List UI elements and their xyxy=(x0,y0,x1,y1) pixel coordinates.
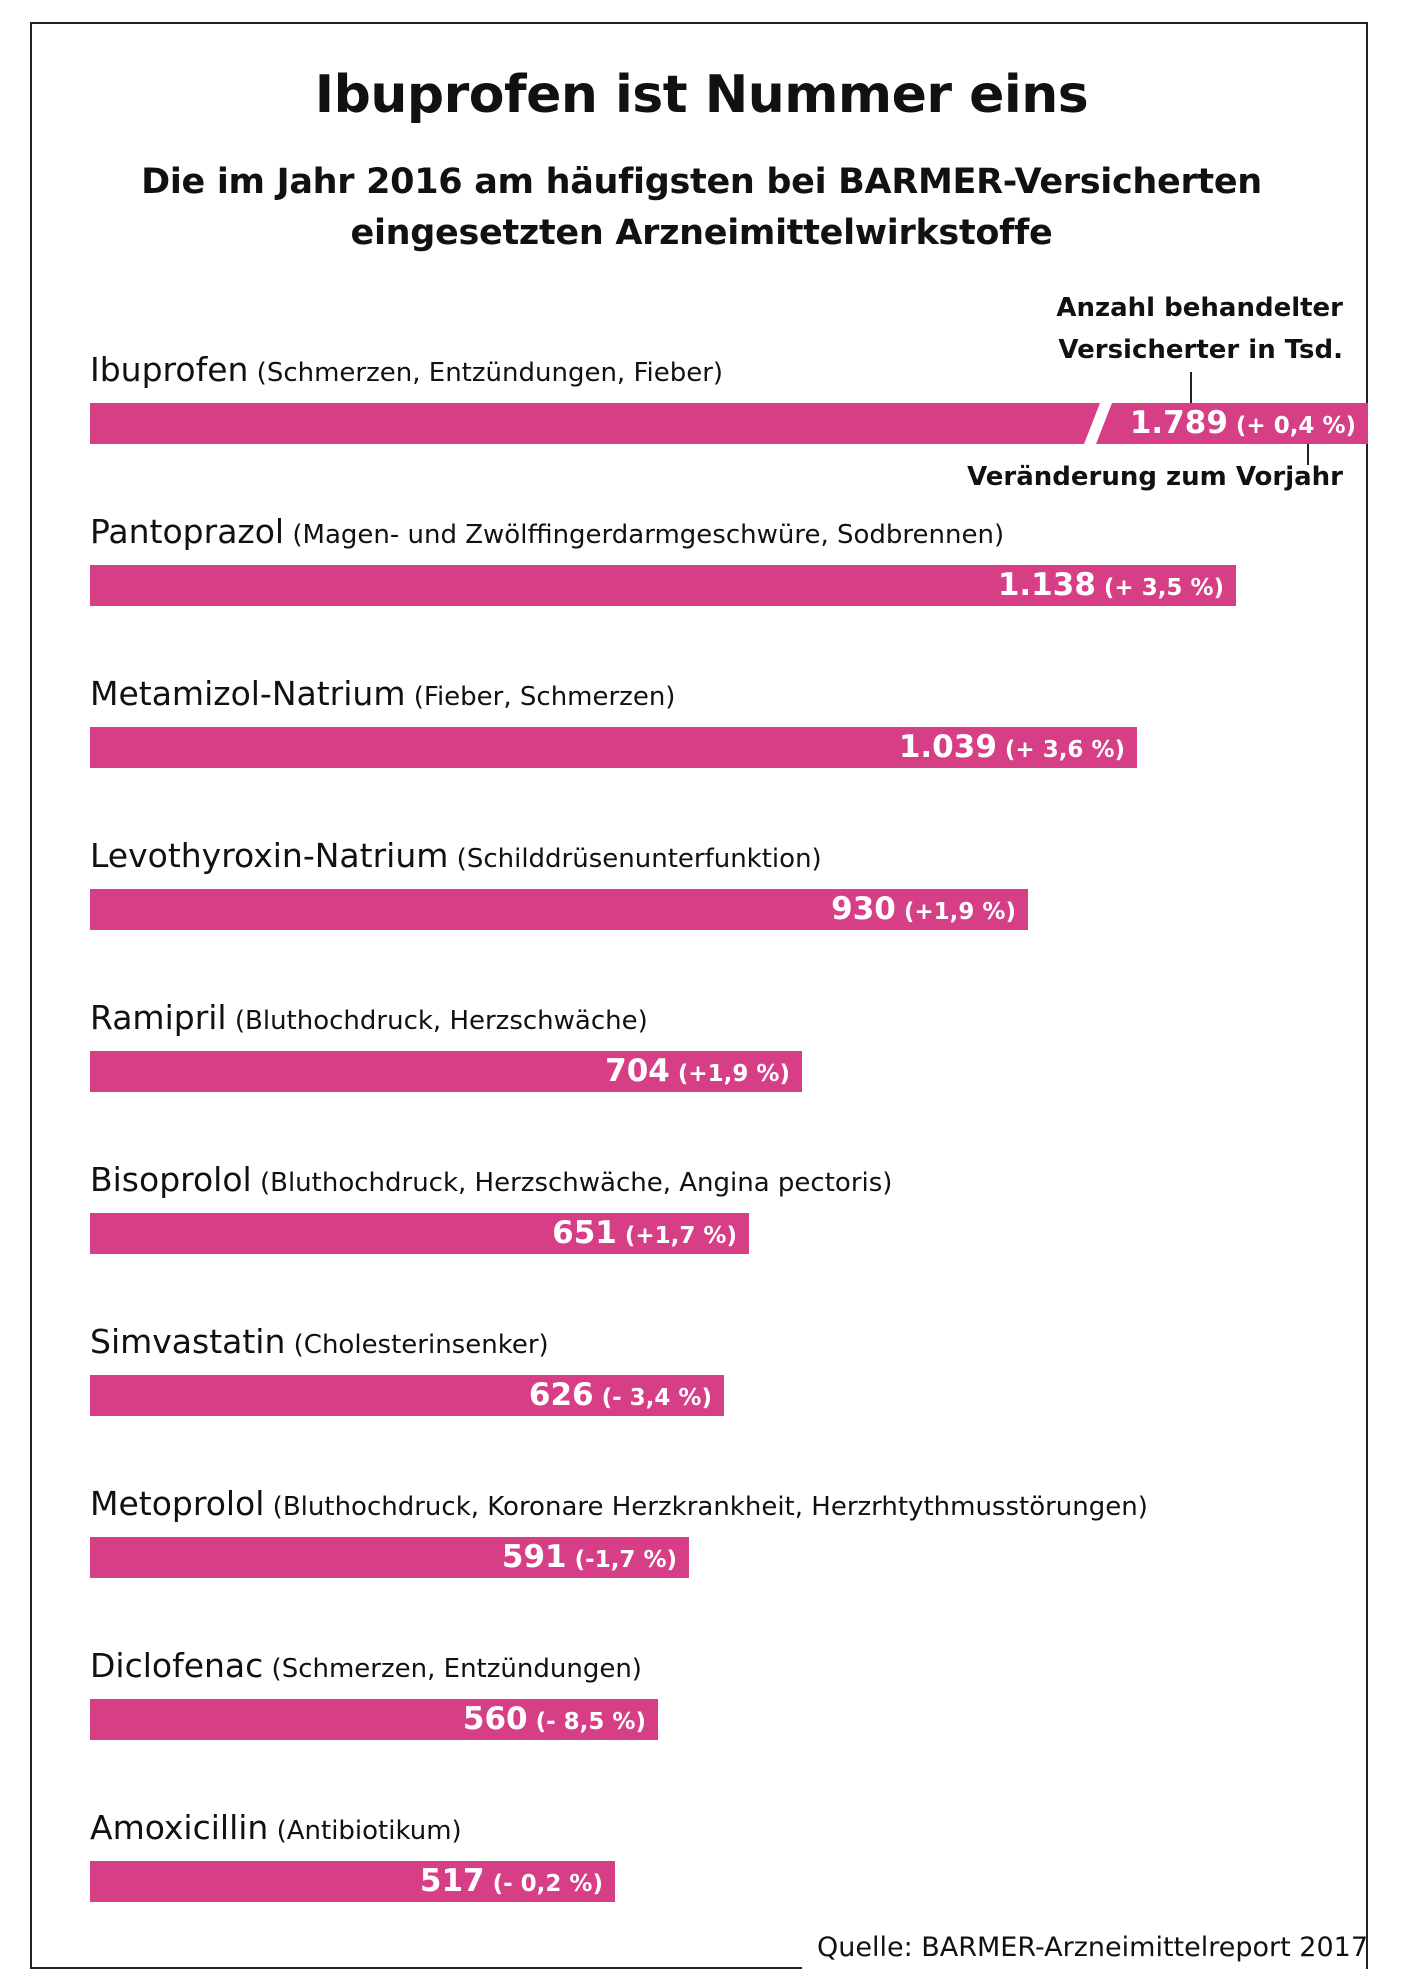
drug-label xyxy=(90,836,822,875)
drug-label xyxy=(90,512,1004,551)
bar-value: 517 xyxy=(419,1863,485,1899)
bar-value-label xyxy=(90,1375,712,1416)
drug-name: Diclofenac xyxy=(90,1646,264,1685)
drug-label xyxy=(90,674,675,713)
bar-value: 591 xyxy=(501,1539,567,1575)
drug-indication: (Schilddrüsenunterfunktion) xyxy=(448,844,822,874)
drug-label xyxy=(90,1322,549,1361)
drug-label xyxy=(90,1808,462,1847)
source-note: Quelle: BARMER-Arzneimittelreport 2017 xyxy=(816,1932,1368,1963)
drug-indication: (Bluthochdruck, Herzschwäche, Angina pectoris) xyxy=(251,1168,893,1198)
drug-name: Simvastatin xyxy=(90,1322,286,1361)
bar-change: (- 8,5 %) xyxy=(527,1709,646,1735)
bar-change: (+1,9 %) xyxy=(669,1061,790,1087)
bar-value: 1.789 xyxy=(1129,405,1228,441)
drug-name: Bisoprolol xyxy=(90,1160,252,1199)
drug-name: Amoxicillin xyxy=(90,1808,269,1847)
chart-subtitle-line1: Die im Jahr 2016 am häufigsten bei BARMER-Versicherten xyxy=(141,162,1262,202)
bar-value-label xyxy=(90,889,1016,930)
drug-indication: (Fieber, Schmerzen) xyxy=(405,682,676,712)
drug-indication: (Bluthochdruck, Herzschwäche) xyxy=(226,1006,648,1036)
bar-value: 704 xyxy=(605,1053,670,1089)
legend-value-line2: Versicherter in Tsd. xyxy=(1058,335,1343,365)
bar-value: 1.138 xyxy=(997,567,1096,603)
bar-value-label xyxy=(90,727,1125,768)
drug-name: Ibuprofen xyxy=(90,350,249,389)
drug-indication: (Magen- und Zwölffingerdarmgeschwüre, Sodbrennen) xyxy=(284,520,1005,550)
frame-bottom-rule xyxy=(30,1967,802,1969)
drug-label xyxy=(90,1484,1148,1523)
chart-title: Ibuprofen ist Nummer eins xyxy=(314,65,1089,125)
bar-value: 1.039 xyxy=(898,729,997,765)
bar-value-label xyxy=(90,1537,677,1578)
drug-label xyxy=(90,350,723,389)
drug-indication: (Schmerzen, Entzündungen) xyxy=(263,1654,642,1684)
bar-value-label xyxy=(90,565,1224,606)
drug-indication: (Cholesterinsenker) xyxy=(285,1330,549,1360)
drug-indication: (Bluthochdruck, Koronare Herzkrankheit, Herzrhtythmusstörungen) xyxy=(264,1492,1148,1522)
drug-label xyxy=(90,1646,642,1685)
bar-change: (- 3,4 %) xyxy=(593,1385,712,1411)
drug-indication: (Schmerzen, Entzündungen, Fieber) xyxy=(248,358,724,388)
drug-name: Ramipril xyxy=(90,998,227,1037)
bar-change: (- 0,2 %) xyxy=(484,1871,603,1897)
legend-value-leader xyxy=(1190,372,1192,404)
bar-value: 930 xyxy=(831,891,896,927)
drug-name: Pantoprazol xyxy=(90,512,285,551)
bar-value: 560 xyxy=(462,1701,528,1737)
bar-value-label xyxy=(90,1213,737,1254)
bar-change: (+1,7 %) xyxy=(616,1223,737,1249)
bar-value-label xyxy=(90,403,1356,444)
bar-value-label xyxy=(90,1861,603,1902)
bar-change: (+ 0,4 %) xyxy=(1227,413,1356,439)
bar-value-label xyxy=(90,1051,790,1092)
bar-value: 626 xyxy=(528,1377,594,1413)
drug-name: Levothyroxin-Natrium xyxy=(90,836,449,875)
bar-change: (+ 3,6 %) xyxy=(996,737,1125,763)
drug-indication: (Antibiotikum) xyxy=(268,1816,462,1846)
drug-name: Metoprolol xyxy=(90,1484,265,1523)
legend-change: Veränderung zum Vorjahr xyxy=(967,462,1343,492)
legend-value-line1: Anzahl behandelter xyxy=(1056,293,1343,323)
chart-subtitle-line2: eingesetzten Arzneimittelwirkstoffe xyxy=(350,213,1053,253)
bar-value: 651 xyxy=(552,1215,617,1251)
bar-change: (+ 3,5 %) xyxy=(1095,575,1224,601)
bar-value-label xyxy=(90,1699,646,1740)
drug-label xyxy=(90,998,648,1037)
legend-value xyxy=(1056,287,1343,371)
bar-change: (+1,9 %) xyxy=(895,899,1016,925)
bar-change: (-1,7 %) xyxy=(566,1547,677,1573)
drug-name: Metamizol-Natrium xyxy=(90,674,406,713)
drug-label xyxy=(90,1160,892,1199)
